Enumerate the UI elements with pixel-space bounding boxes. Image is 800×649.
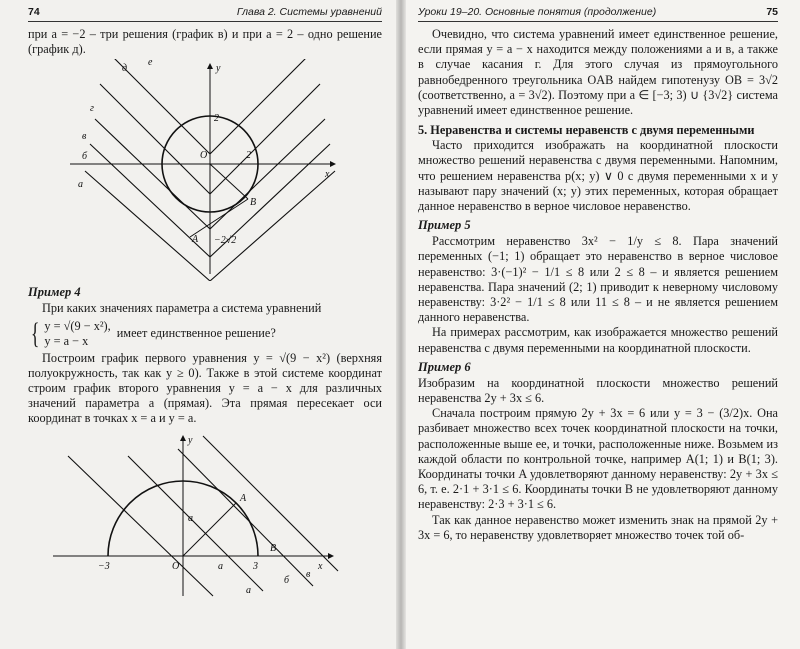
example5-title: Пример 5 — [418, 218, 471, 233]
left-intro-text: при a = −2 – три решения (график в) и при a = 2 – одно решение (график д). — [28, 27, 382, 57]
right-page-number: 75 — [766, 6, 778, 18]
left-running-head: Глава 2. Системы уравнений — [236, 6, 382, 18]
graph-circle-lines — [50, 59, 350, 281]
example4-solution: Построим график первого уравнения y = √(9 − x²) (верхняя полуокружность, так как y ≥ 0). Также в этой системе координат строим график второго уравнения y = a − x для различных значений параметра a (прямая). Эта прямая пересекает оси координат в точках x = a и y = a. — [28, 350, 382, 426]
graph2-origin-label: O — [172, 560, 180, 572]
right-page — [400, 0, 800, 649]
example4-question: При каких значениях параметра a система уравнений — [42, 301, 322, 316]
graph1-x-label: x — [325, 169, 330, 181]
example6-task: Изобразим на координатной плоскости множество решений неравенства 2y + 3x ≤ 6. — [418, 375, 778, 406]
graph1-line-label-e: е — [148, 59, 153, 69]
graph1-origin-label: O — [200, 150, 208, 162]
left-page-number: 74 — [28, 6, 40, 18]
graph2-y-label: y — [188, 434, 193, 446]
graph2-param-a-x: a — [218, 560, 223, 572]
graph2-param-a-y: a — [188, 512, 193, 524]
graph2-point-b-label: B — [270, 542, 277, 554]
left-running-header — [28, 6, 382, 22]
graph1-y-label: y — [216, 63, 221, 75]
graph2-point-a-label: A — [240, 492, 247, 504]
graph1-line-label-a: а — [78, 179, 83, 191]
right-para-3: На примерах рассмотрим, как изображается множество решений неравенства с двумя переменными на координатной плоскости. — [418, 325, 778, 355]
graph2-line-label-v: в — [306, 568, 311, 580]
graph1-line-label-d: д — [122, 63, 128, 75]
system-line-1: y = √(9 − x²), — [44, 318, 111, 333]
right-running-header — [418, 6, 778, 22]
graph1-point-b-label: B — [250, 197, 257, 209]
example5-text: Рассмотрим неравенство 3x² − 1/y ≤ 8. Пара значений переменных (−1; 1) обращает это неравенство в верное числовое неравенство: 3·(−1)² − 1/1 ≤ 8 или 2 ≤ 8 – и является решением неравенства. Пара значений (2; 1) приводит к неверному числовому неравенству: 3·2² − 1/1 ≤ 8 или 11 ≤ 8 – и не является решением данного неравенства. — [418, 234, 778, 325]
graph1-two-x-label: 2 — [246, 150, 251, 162]
example4-title: Пример 4 — [28, 285, 81, 300]
graph2-line-label-a: а — [246, 584, 251, 596]
graph1-line-label-g: г — [90, 103, 94, 115]
example4-question-end: имеет единственное решение? — [116, 326, 276, 341]
example6-title: Пример 6 — [418, 359, 471, 374]
graph2-lines — [68, 436, 338, 596]
example6-text-end: Так как данное неравенство может изменить знак на прямой 2y + 3x = 6, то неравенству удовлетворяет множество точек той об- — [418, 512, 778, 542]
graph2-neg3-label: −3 — [98, 560, 110, 572]
graph1-line-label-b: б — [82, 151, 88, 163]
graph2-pos3-label: 3 — [253, 560, 258, 572]
system-brace: { — [30, 316, 40, 350]
right-para-1: Очевидно, что система уравнений имеет единственное решение, если прямая y = a − x находится между положениями а и в, а также в случае касания г. Для этого случая из прямоугольного равнобедренного треугольника OAB найдем гипотенузу OB = 3√2 (соответственно, a = 3√2). Поэтому при a ∈ [−3; 3) ∪ {3√2} система уравнений имеет единственное решение. — [418, 27, 778, 118]
graph1-point-a-label: A — [192, 234, 199, 246]
graph2-x-label: x — [318, 560, 323, 572]
graph1-line-label-v: в — [82, 131, 87, 143]
example4-system — [28, 316, 382, 350]
graph2-line-label-b: б — [284, 574, 290, 586]
graph1-two-y-label: 2 — [214, 113, 219, 125]
right-running-head: Уроки 19–20. Основные понятия (продолжение) — [418, 6, 657, 18]
right-para-2: Часто приходится изображать на координатной плоскости множество решений неравенства с двумя переменными. Напомним, что решением неравенства p(x; y) ∨ 0 с двумя переменными x и y называют пару значений (x; y) этих переменных, которая обращает данное неравенство в верное числовое неравенство. — [418, 138, 778, 214]
graph1-neg-root-label: −2√2 — [214, 235, 237, 247]
book-spine — [396, 0, 406, 649]
example6-text: Сначала построим прямую 2y + 3x = 6 или y = 3 − (3/2)x. Она разбивает множество всех точек координатной плоскости на точки, расположенные выше ее, и точки, расположенные ниже. Возьмем из каждой области по контрольной точке, например A(1; 1) и B(1; 3). Координаты точки A удовлетворяют данному неравенству: 2y + 3x ≤ 6, т. е. 2·1 + 3·1 ≤ 6. Координаты точки B не удовлетворяют данному неравенству: 2·3 + 3·1 ≤ 6. — [418, 406, 778, 512]
system-line-2: y = a − x — [44, 333, 89, 348]
graph-semicircle-lines — [48, 431, 348, 601]
section-title: 5. Неравенства и системы неравенств с двумя переменными — [418, 123, 755, 138]
